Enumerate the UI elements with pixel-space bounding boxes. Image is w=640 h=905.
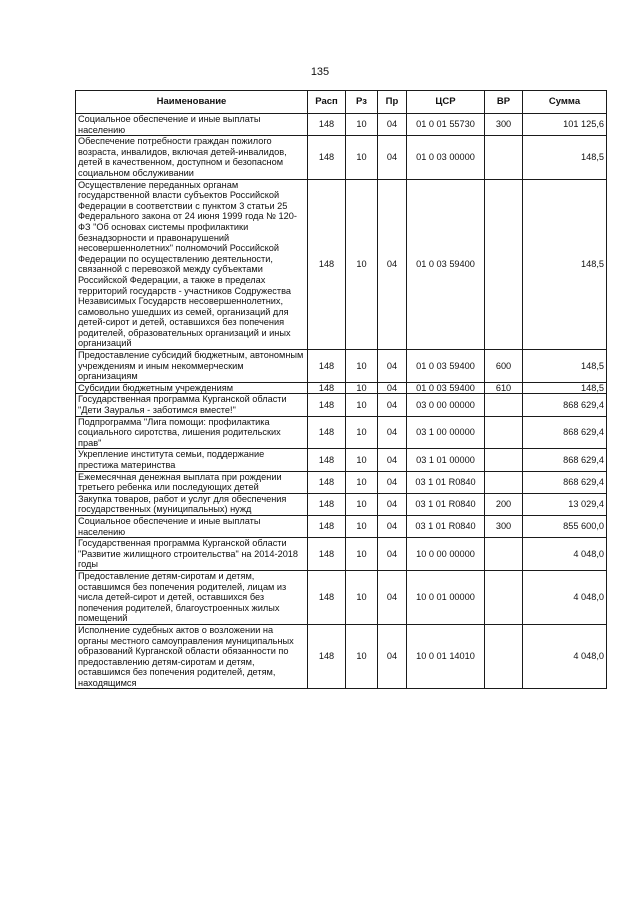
row-csr: 03 1 01 R0840	[407, 471, 485, 493]
row-csr: 01 0 01 55730	[407, 114, 485, 136]
row-vr: 300	[485, 114, 523, 136]
row-rz: 10	[346, 136, 378, 179]
row-sum: 148,5	[523, 179, 607, 350]
row-vr	[485, 449, 523, 471]
row-sum: 868 629,4	[523, 449, 607, 471]
table-row	[76, 382, 607, 394]
row-sum: 148,5	[523, 382, 607, 394]
row-csr: 03 1 01 00000	[407, 449, 485, 471]
row-pr: 04	[378, 350, 407, 383]
table-row	[76, 449, 607, 471]
row-sum: 4 048,0	[523, 570, 607, 624]
row-vr: 300	[485, 515, 523, 537]
row-csr: 01 0 03 00000	[407, 136, 485, 179]
row-rasp: 148	[308, 624, 346, 689]
row-pr: 04	[378, 515, 407, 537]
row-rz: 10	[346, 624, 378, 689]
row-csr: 10 0 00 00000	[407, 538, 485, 571]
row-name: Государственная программа Курганской области "Дети Зауралья - заботимся вместе!"	[76, 394, 308, 416]
row-rasp: 148	[308, 382, 346, 394]
row-rz: 10	[346, 114, 378, 136]
row-csr: 03 1 01 R0840	[407, 493, 485, 515]
row-pr: 04	[378, 624, 407, 689]
row-rz: 10	[346, 515, 378, 537]
row-rz: 10	[346, 416, 378, 449]
table-row	[76, 394, 607, 416]
table-row	[76, 538, 607, 571]
row-rasp: 148	[308, 570, 346, 624]
table-header-row	[76, 91, 607, 114]
row-csr: 01 0 03 59400	[407, 179, 485, 350]
row-vr	[485, 179, 523, 350]
row-pr: 04	[378, 449, 407, 471]
row-pr: 04	[378, 416, 407, 449]
table-row	[76, 114, 607, 136]
row-rz: 10	[346, 570, 378, 624]
row-rasp: 148	[308, 394, 346, 416]
row-rasp: 148	[308, 179, 346, 350]
row-name: Подпрограмма "Лига помощи: профилактика социального сиротства, лишения родительских прав"	[76, 416, 308, 449]
row-name: Закупка товаров, работ и услуг для обеспечения государственных (муниципальных) нужд	[76, 493, 308, 515]
row-pr: 04	[378, 538, 407, 571]
row-rz: 10	[346, 449, 378, 471]
table-row	[76, 136, 607, 179]
row-csr: 01 0 03 59400	[407, 350, 485, 383]
table-row	[76, 471, 607, 493]
row-rasp: 148	[308, 136, 346, 179]
row-rz: 10	[346, 382, 378, 394]
row-csr: 01 0 03 59400	[407, 382, 485, 394]
row-name: Обеспечение потребности граждан пожилого возраста, инвалидов, включая детей-инвалидов, детей в качественном, доступном и безопасном социальном обслуживании	[76, 136, 308, 179]
row-name: Предоставление детям-сиротам и детям, оставшимся без попечения родителей, лицам из числа детей-сирот и детей, оставшихся без попечения родителей, благоустроенных жилых помещений	[76, 570, 308, 624]
row-pr: 04	[378, 471, 407, 493]
row-vr	[485, 416, 523, 449]
row-name: Субсидии бюджетным учреждениям	[76, 382, 308, 394]
row-vr: 600	[485, 350, 523, 383]
row-pr: 04	[378, 114, 407, 136]
row-name: Осуществление переданных органам государственной власти субъектов Российской Федерации в соответствии с пунктом 3 статьи 25 Федерального закона от 24 июня 1999 года № 120-ФЗ "Об основах системы профилактики безнадзорности и правонарушений несовершеннолетних" полномочий Российской Федерации по осуществлению деятельности, связанной с перевозкой между субъектами Российской Федерации, а также в пределах территорий государств - участников Содружества Независимых Государств несовершеннолетних, самовольно ушедших из семей, организаций для детей-сирот и детей, оставшихся без попечения родителей, образовательных организаций и иных организаций	[76, 179, 308, 350]
table-row	[76, 624, 607, 689]
row-sum: 4 048,0	[523, 624, 607, 689]
row-rasp: 148	[308, 471, 346, 493]
table-row	[76, 493, 607, 515]
row-rasp: 148	[308, 538, 346, 571]
row-pr: 04	[378, 493, 407, 515]
row-name: Ежемесячная денежная выплата при рождении третьего ребенка или последующих детей	[76, 471, 308, 493]
row-pr: 04	[378, 394, 407, 416]
col-header-vr: ВР	[485, 91, 523, 114]
budget-table	[75, 90, 607, 689]
row-vr	[485, 538, 523, 571]
table-row	[76, 515, 607, 537]
row-sum: 13 029,4	[523, 493, 607, 515]
row-name: Исполнение судебных актов о возложении на органы местного самоуправления муниципальных образований Курганской области обязанности по предоставлению детям-сиротам и детям, оставшимся без попечения родителей, детям, находящимся	[76, 624, 308, 689]
row-vr	[485, 570, 523, 624]
row-vr	[485, 394, 523, 416]
row-pr: 04	[378, 179, 407, 350]
row-csr: 10 0 01 14010	[407, 624, 485, 689]
row-name: Государственная программа Курганской области "Развитие жилищного строительства" на 2014-2018 годы	[76, 538, 308, 571]
col-header-sum: Сумма	[523, 91, 607, 114]
row-csr: 10 0 01 00000	[407, 570, 485, 624]
col-header-rasp: Расп	[308, 91, 346, 114]
row-csr: 03 0 00 00000	[407, 394, 485, 416]
row-rz: 10	[346, 493, 378, 515]
row-rasp: 148	[308, 515, 346, 537]
row-name: Социальное обеспечение и иные выплаты населению	[76, 114, 308, 136]
row-sum: 868 629,4	[523, 471, 607, 493]
row-vr: 200	[485, 493, 523, 515]
row-name: Предоставление субсидий бюджетным, автономным учреждениям и иным некоммерческим организациям	[76, 350, 308, 383]
row-rasp: 148	[308, 416, 346, 449]
row-csr: 03 1 00 00000	[407, 416, 485, 449]
row-rz: 10	[346, 538, 378, 571]
row-sum: 148,5	[523, 136, 607, 179]
row-sum: 148,5	[523, 350, 607, 383]
row-sum: 4 048,0	[523, 538, 607, 571]
row-rz: 10	[346, 471, 378, 493]
row-vr	[485, 471, 523, 493]
table-row	[76, 570, 607, 624]
row-rasp: 148	[308, 493, 346, 515]
row-csr: 03 1 01 R0840	[407, 515, 485, 537]
row-pr: 04	[378, 136, 407, 179]
row-sum: 855 600,0	[523, 515, 607, 537]
row-pr: 04	[378, 570, 407, 624]
row-vr	[485, 136, 523, 179]
row-name: Социальное обеспечение и иные выплаты населению	[76, 515, 308, 537]
page-number: 135	[310, 66, 330, 78]
row-rasp: 148	[308, 114, 346, 136]
col-header-csr: ЦСР	[407, 91, 485, 114]
col-header-name: Наименование	[76, 91, 308, 114]
row-sum: 868 629,4	[523, 394, 607, 416]
row-sum: 868 629,4	[523, 416, 607, 449]
row-pr: 04	[378, 382, 407, 394]
row-rasp: 148	[308, 350, 346, 383]
table-row	[76, 416, 607, 449]
row-rz: 10	[346, 179, 378, 350]
row-rz: 10	[346, 350, 378, 383]
row-rz: 10	[346, 394, 378, 416]
table-row	[76, 179, 607, 350]
col-header-rz: Рз	[346, 91, 378, 114]
col-header-pr: Пр	[378, 91, 407, 114]
row-rasp: 148	[308, 449, 346, 471]
row-vr: 610	[485, 382, 523, 394]
row-sum: 101 125,6	[523, 114, 607, 136]
table-row	[76, 350, 607, 383]
row-vr	[485, 624, 523, 689]
row-name: Укрепление института семьи, поддержание престижа материнства	[76, 449, 308, 471]
